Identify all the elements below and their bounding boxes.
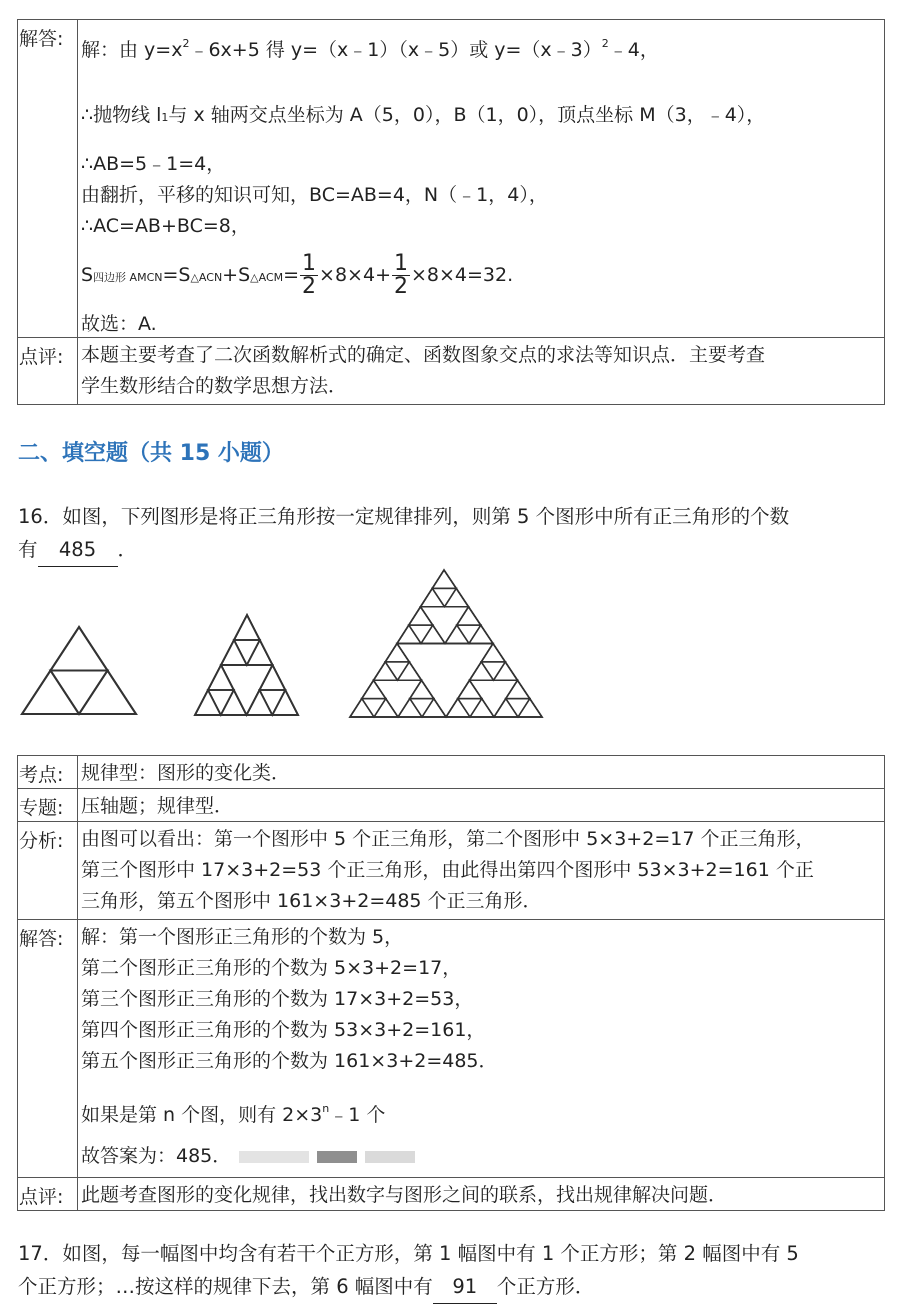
triangle-outline: [208, 665, 234, 690]
triangle-outline: [469, 625, 493, 643]
triangle-outline: [398, 662, 422, 680]
triangle-outline: [506, 680, 530, 698]
q16-line-2: 有 485 ．: [18, 533, 884, 567]
triangle-figure-1: [22, 627, 136, 714]
q17-line-1: 17．如图，每一幅图中均含有若干个正方形，第 1 幅图中有 1 个正方形；第 2 幅图中有 5: [18, 1242, 799, 1265]
triangle-outline: [409, 607, 433, 625]
triangle-outline: [494, 699, 518, 717]
answer-line-4: 第四个图形正三角形的个数为 53×3+2=161，: [81, 1019, 486, 1041]
triangle-outline: [410, 680, 434, 698]
triangle-outline: [374, 699, 398, 717]
kp-text: 规律型：图形的变化类．: [81, 762, 291, 784]
answer-line-3: 第三个图形正三角形的个数为 17×3+2=53，: [81, 988, 474, 1010]
kp-row: [18, 756, 884, 788]
triangle-outline: [410, 699, 434, 717]
prev-comment-row: [18, 337, 884, 404]
answer-line-2: 第二个图形正三角形的个数为 5×3+2=17，: [81, 957, 462, 979]
triangle-outline: [385, 644, 409, 662]
triangle-outline: [51, 627, 108, 671]
q16-line-1: 16．如图，下列图形是将正三角形按一定规律排列，则第 5 个图形中所有正三角形的个数: [18, 505, 790, 528]
triangle-outline: [506, 699, 530, 717]
triangle-figure-2: [195, 615, 298, 715]
prev-answer-row: [18, 20, 884, 337]
triangle-outline: [432, 570, 456, 588]
blur-mark: [239, 1151, 309, 1163]
triangle-outline: [421, 625, 445, 643]
prev-line-1: 解：由 $y=x^2﹣6x+5$ 得 y=（x﹣1）（x﹣5）或 y=（x﹣3）$^2$﹣4，: [81, 37, 659, 61]
analysis-line-3: 三角形，第五个图形中 161×3+2=485 个正三角形．: [81, 890, 542, 912]
prev-line-2: ∴抛物线 l1与 x 轴两交点坐标为 A（5，0），B（1，0），顶点坐标 M（3，﹣4），: [81, 104, 766, 126]
q16-comment-text: 此题考查图形的变化规律，找出数字与图形之间的联系，找出规律解决问题．: [81, 1184, 728, 1206]
prev-comment-label: 点评:: [18, 338, 78, 404]
question-16: [18, 500, 884, 567]
triangle-outline: [470, 699, 494, 717]
analysis-row: [18, 821, 884, 919]
prev-line-3: ∴AB=5﹣1=4，: [81, 153, 226, 175]
prev-comment-line-1: 本题主要考查了二次函数解析式的确定、函数图象交点的求法等知识点．主要考查: [81, 344, 766, 366]
triangle-outline: [445, 588, 469, 606]
triangle-outline: [260, 690, 286, 715]
triangle-outline: [470, 662, 494, 680]
answer-line-5: 第五个图形正三角形的个数为 161×3+2=485．: [81, 1050, 498, 1072]
triangle-figure-3: [350, 570, 542, 717]
topic-text: 压轴题；规律型．: [81, 795, 234, 817]
triangle-outline: [518, 699, 542, 717]
triangle-outline: [221, 640, 247, 665]
prev-answer-label: 解答:: [18, 20, 78, 337]
q16-comment-label: 点评:: [18, 1178, 78, 1210]
triangle-outline: [422, 699, 446, 717]
q16-answer-row: [18, 919, 884, 1177]
triangle-outline: [494, 662, 518, 680]
q17-answer-blank: 91: [433, 1270, 497, 1304]
triangle-outline: [445, 625, 469, 643]
triangle-outline: [208, 690, 234, 715]
prev-area-line: S四边形 AMCN=S△ACN+S△ACM= $\frac{1}{2}$ ×8×4+ $\frac{1}{2}$ ×8×4=32.: [81, 251, 514, 299]
triangle-outline: [481, 644, 505, 662]
triangle-outline: [409, 625, 433, 643]
triangle-outline: [458, 699, 482, 717]
triangle-outline: [221, 690, 247, 715]
section-title: 二、填空题（共 15 小题）: [18, 441, 284, 466]
q16-answer-blank: 485: [38, 533, 118, 567]
triangle-outline: [22, 671, 79, 715]
triangle-outline: [397, 625, 421, 643]
analysis-label: 分析:: [18, 822, 78, 919]
answer-line-1: 解：第一个图形正三角形的个数为 5，: [81, 926, 404, 948]
q16-answer-label: 解答:: [18, 920, 78, 1177]
triangle-outline: [79, 671, 136, 715]
q16-comment-row: [18, 1177, 884, 1210]
final-answer: 故答案为：485．: [81, 1141, 884, 1172]
triangle-outline: [457, 607, 481, 625]
prev-line-4: 由翻折，平移的知识可知，BC=AB=4，N（﹣1，4），: [81, 184, 548, 206]
prev-line-5: ∴AC=AB+BC=8，: [81, 215, 250, 237]
topic-row: [18, 788, 884, 821]
triangle-outline: [247, 690, 273, 715]
q17-line-2: 个正方形；…按这样的规律下去，第 6 幅图中有 91 个正方形．: [18, 1270, 884, 1304]
triangle-outline: [458, 680, 482, 698]
triangle-outline: [234, 640, 260, 665]
prev-choice: 故选：A.: [81, 313, 157, 335]
triangle-outline: [272, 690, 298, 715]
triangle-outline: [432, 588, 456, 606]
triangle-outline: [398, 699, 422, 717]
triangle-outline: [234, 615, 260, 640]
triangle-outline: [362, 680, 386, 698]
triangle-outline: [374, 662, 398, 680]
kp-label: 考点:: [18, 756, 78, 788]
blur-mark: [365, 1151, 415, 1163]
prev-solution-table: [17, 19, 885, 405]
triangle-outline: [421, 588, 445, 606]
triangle-outline: [362, 699, 386, 717]
general-formula: 如果是第 n 个图，则有 $2\times 3^n﹣1$ 个: [81, 1102, 386, 1126]
fraction-half-2: $\frac{1}{2}$: [393, 251, 408, 299]
question-17: [18, 1237, 884, 1304]
analysis-line-2: 第三个图形中 17×3+2=53 个正三角形，由此得出第四个图形中 53×3+2=161 个正: [81, 859, 814, 881]
q16-analysis-table: [17, 755, 885, 1211]
fraction-half-1: $\frac{1}{2}$: [302, 251, 317, 299]
triangle-outline: [457, 625, 481, 643]
topic-label: 专题:: [18, 789, 78, 821]
triangle-outline: [247, 640, 273, 665]
triangle-outline: [446, 699, 470, 717]
prev-comment-line-2: 学生数形结合的数学思想方法．: [81, 375, 348, 397]
triangle-outline: [195, 690, 221, 715]
analysis-line-1: 由图可以看出：第一个图形中 5 个正三角形，第二个图形中 5×3+2=17 个正三角形，: [81, 828, 815, 850]
triangle-outline: [260, 665, 286, 690]
blur-mark: [317, 1151, 357, 1163]
triangle-figures: [0, 560, 900, 730]
triangle-outline: [51, 671, 108, 715]
triangle-outline: [350, 699, 374, 717]
triangle-outline: [385, 662, 409, 680]
triangle-outline: [481, 662, 505, 680]
prev-answer-content: [78, 20, 884, 337]
